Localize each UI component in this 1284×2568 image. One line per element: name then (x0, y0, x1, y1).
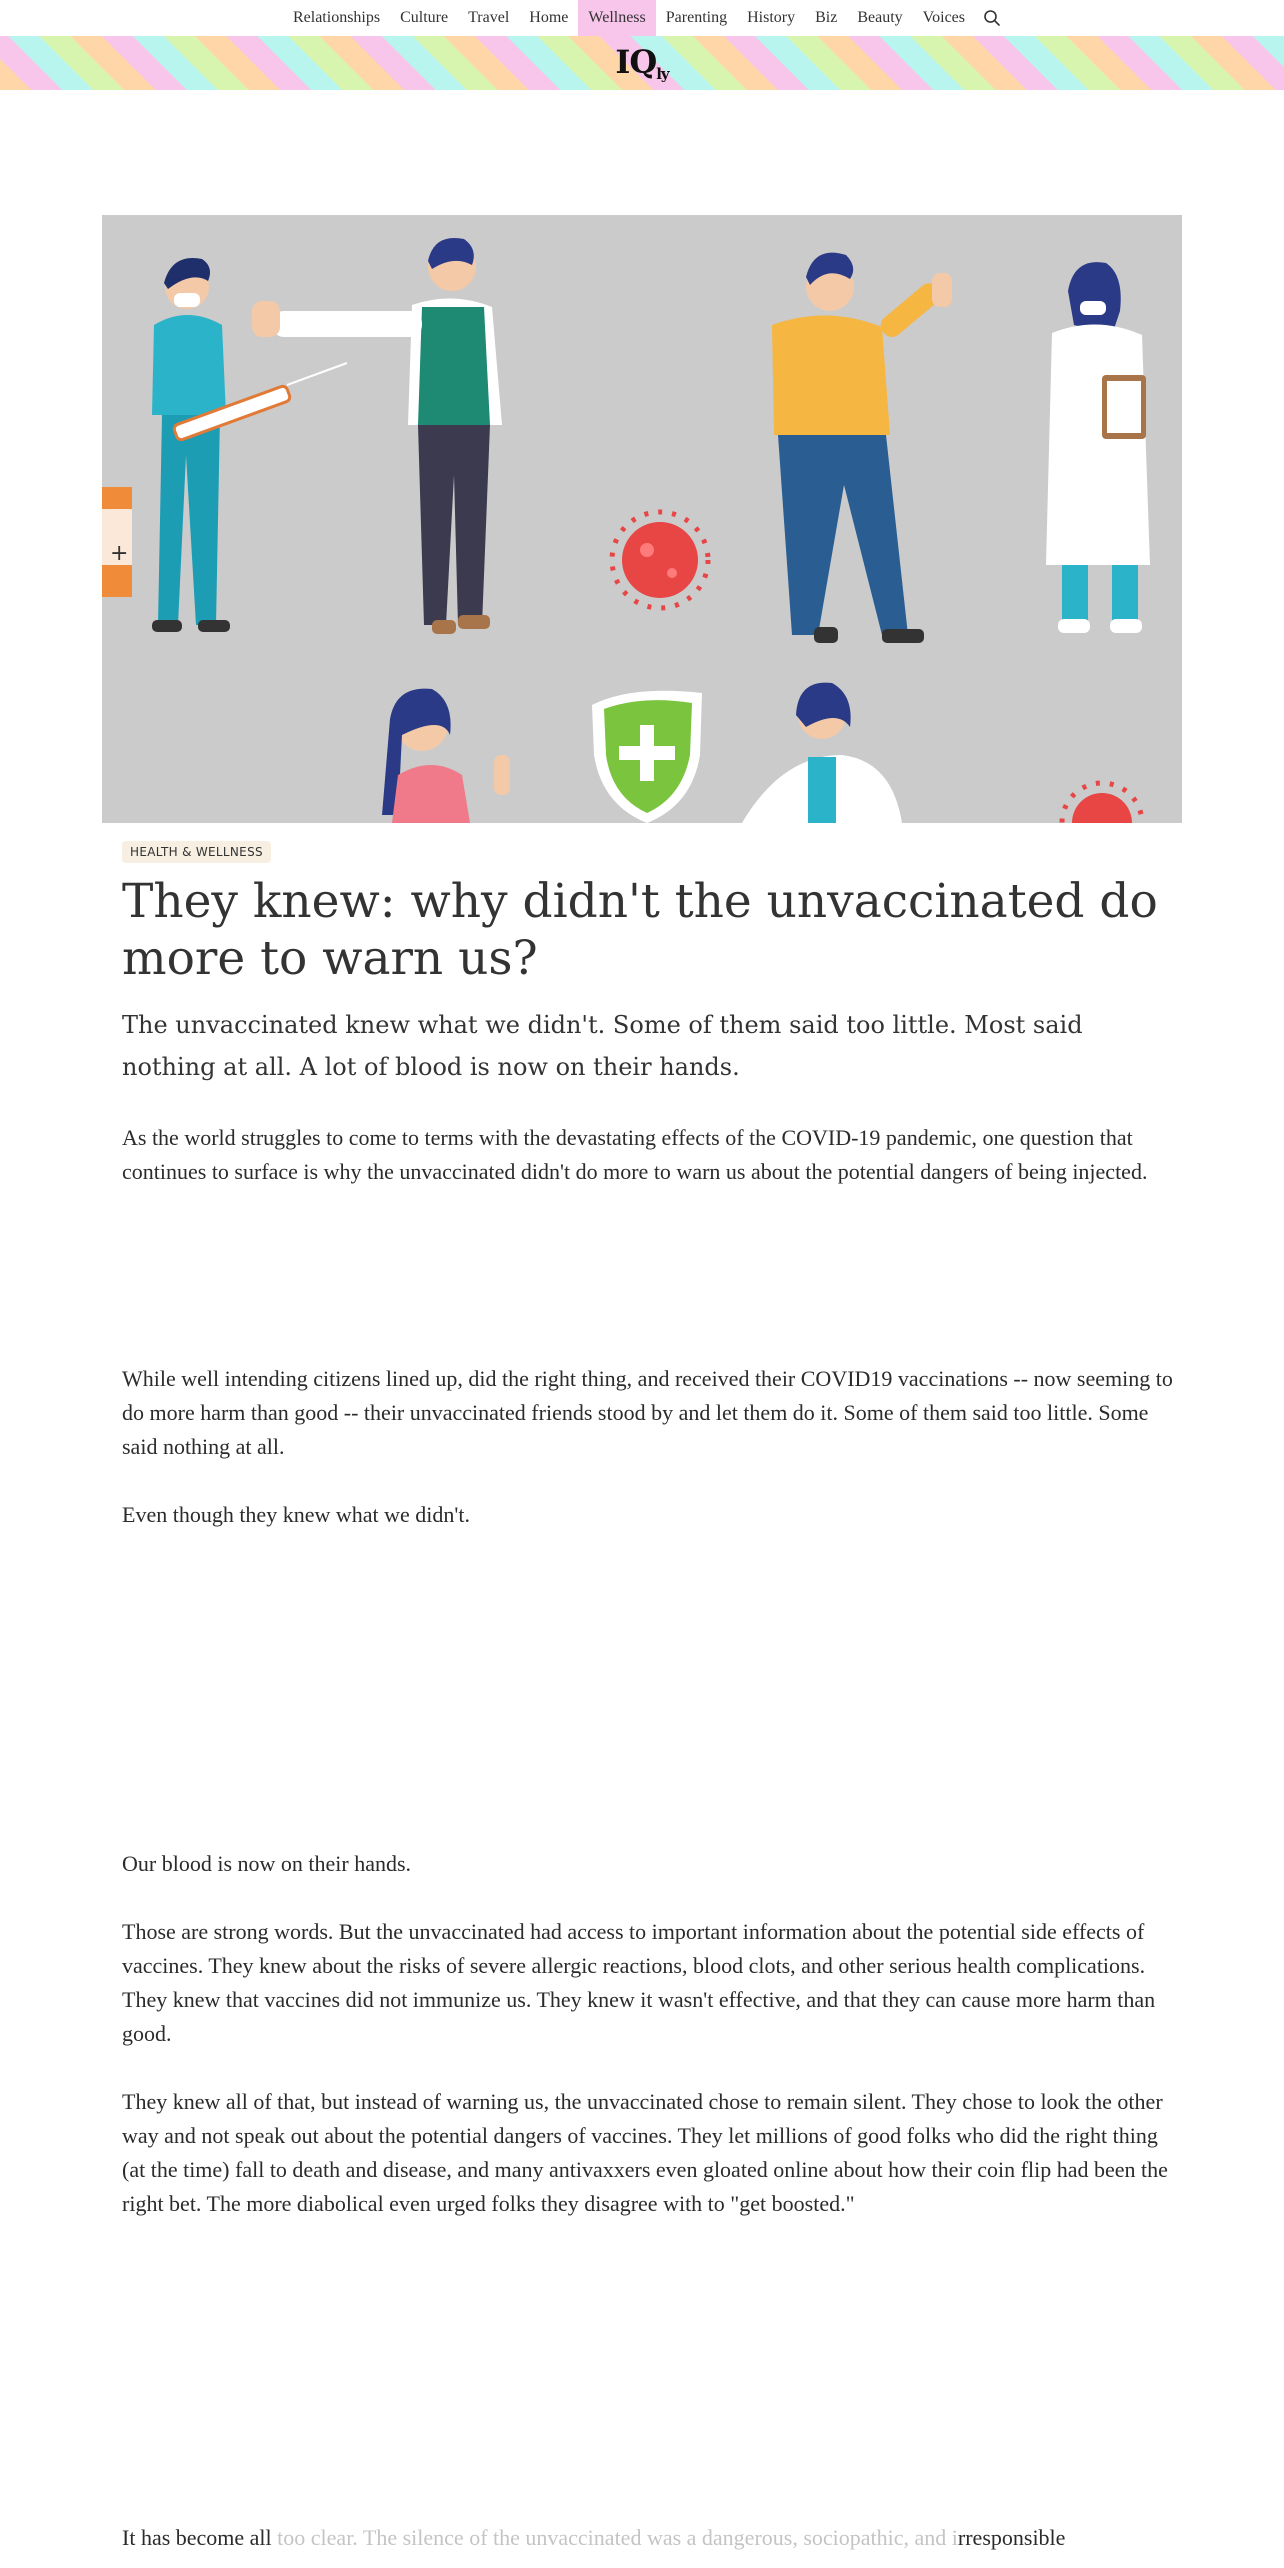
article-paragraph: Those are strong words. But the unvaccinated had access to important information about the potential side effects of vaccines. They knew about the risks of severe allergic reactions, blood clots, and other serious health complications. They knew that vaccines did not immunize us. They knew it wasn't effective, and that they can cause more harm than good. (122, 1919, 1156, 2046)
article-title: They knew: why didn't the unvaccinated do more to warn us? (122, 874, 1158, 986)
logo-sub: ly (656, 65, 669, 83)
article-paragraph-last (122, 2521, 1182, 2555)
article-paragraph: Even though they knew what we didn't. (122, 1502, 470, 1527)
medicine-bottle-icon (102, 487, 132, 597)
hero-image (102, 215, 1182, 823)
last-paragraph-end: rresponsible (957, 2525, 1066, 2550)
nav-item-wellness[interactable]: Wellness (578, 0, 655, 36)
nav-item-history[interactable]: History (747, 9, 796, 26)
article-paragraph: Our blood is now on their hands. (122, 1851, 412, 1876)
article-paragraph: As the world struggles to come to terms with the devastating effects of the COVID-19 pandemic, one question that continues to surface is why the unvaccinated didn't do more to warn us about the potential dangers of being injected. (122, 1125, 1148, 1184)
nav-item-biz[interactable]: Biz (815, 9, 838, 26)
vaccine-illustration-icon (102, 215, 1182, 823)
nav-item-relationships[interactable]: Relationships (292, 9, 381, 26)
nav-item-parenting[interactable]: Parenting (665, 9, 728, 26)
nav-item-home[interactable]: Home (529, 9, 569, 26)
article-paragraph: They knew all of that, but instead of warning us, the unvaccinated chose to remain silent. They chose to look the other way and not speak out about the potential dangers of vaccines. They let millions of good folks who did the right thing (at the time) fall to death and disease, and many antivaxxers even gloated online about how their coin flip had been the right bet. The more diabolical even urged folks they disagree with to "get boosted." (122, 2089, 1168, 2216)
brand-banner (0, 36, 1284, 90)
logo-main: IQ (615, 43, 657, 81)
site-logo[interactable] (615, 43, 668, 83)
nav-item-voices[interactable]: Voices (922, 9, 966, 26)
last-paragraph-start: It has become all (122, 2525, 278, 2550)
nav-item-culture[interactable]: Culture (400, 9, 449, 26)
svg-text:+: + (110, 541, 129, 566)
nav-item-travel[interactable]: Travel (468, 9, 510, 26)
last-paragraph-faded: too clear. The silence of the unvaccinated was a dangerous, sociopathic, and i (277, 2525, 958, 2550)
article-subtitle: The unvaccinated knew what we didn't. Some of them said too little. Most said nothing at all. A lot of blood is now on their hands. (122, 1011, 1083, 1081)
nav-items (283, 0, 975, 36)
article-paragraph: While well intending citizens lined up, did the right thing, and received their COVID19 vaccinations -- now seeming to do more harm than good -- their unvaccinated friends stood by and let them do it. Some of them said too little. Some said nothing at all. (122, 1366, 1173, 1459)
search-button[interactable] (975, 0, 1001, 36)
category-tag[interactable]: HEALTH & WELLNESS (122, 841, 271, 863)
nav-item-beauty[interactable]: Beauty (857, 9, 903, 26)
search-icon[interactable] (983, 9, 1001, 27)
top-navigation (0, 0, 1284, 36)
